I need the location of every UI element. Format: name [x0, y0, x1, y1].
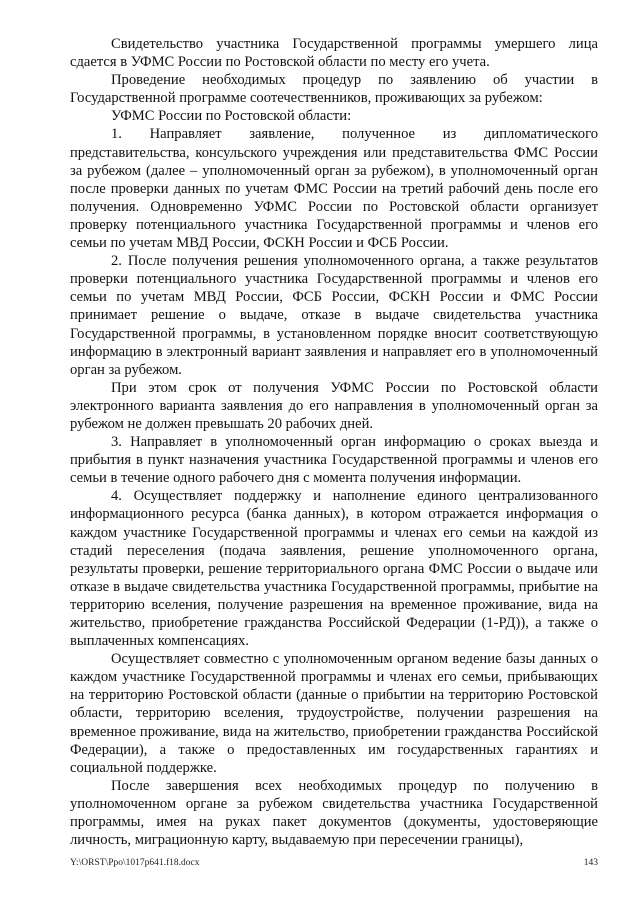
- paragraph-database: Осуществляет совместно с уполномоченным органом ведение базы данных о каждом участнике Государственной программы и членах его семьи, прибывающих на территорию Ростовской области (данные о прибытии на территорию Ростовской области, территорию вселения, трудоустройстве, получении разрешения на временное проживание, вида на жительство, приобретении гражданства Российской Федерации), а также о предоставленных им государственных гарантиях и социальной поддержке.: [70, 651, 598, 776]
- paragraph-item-2: 2. После получения решения уполномоченного органа, а также результатов проверки потенциального участника Государственной программы и членов его семьи по учетам МВД России, ФСБ России, ФСКН России и ФМС России принимает решение о выдаче, отказе в выдаче свидетельства участника Государственной программы, в установленном порядке вносит соответствующую информацию в электронный вариант заявления и направляет его в уполномоченный орган за рубежом.: [70, 253, 598, 378]
- paragraph-item-1: 1. Направляет заявление, полученное из дипломатического представительства, консульского учреждения или представительства ФМС России за рубежом (далее – уполномоченный орган за рубежом), в уполномоченный орган после проверки данных по учетам ФМС России на третий рабочий день после его получения. Одновременно УФМС России по Ростовской области организует проверку потенциального участника Государственной программы и членов его семьи по учетам МВД России, ФСКН России и ФСБ России.: [70, 126, 598, 252]
- paragraph-after-completion: После завершения всех необходимых процедур по получению в уполномоченном органе за рубежом свидетельства участника Государственной программы, имея на руках пакет документов (документы, удостоверяющие личность, миграционную карту, выдаваемую при пересечении границы),: [70, 777, 598, 849]
- paragraph-procedures-intro: Проведение необходимых процедур по заявлению об участии в Государственной программе соотечественников, проживающих за рубежом:: [70, 72, 598, 107]
- footer-file-path: Y:\ORST\Ppo\1017p641.f18.docx: [70, 858, 200, 868]
- paragraph-item-3: 3. Направляет в уполномоченный орган информацию о сроках выезда и прибытия в пункт назначения участника Государственной программы и членов его семьи в течение одного рабочего дня с момента получения информации.: [70, 434, 598, 487]
- document-body: [70, 35, 598, 849]
- paragraph-deadline: При этом срок от получения УФМС России по Ростовской области электронного варианта заявления до его направления в уполномоченный орган за рубежом не должен превышать 20 рабочих дней.: [70, 379, 598, 432]
- paragraph-certificate-deceased: Свидетельство участника Государственной программы умершего лица сдается в УФМС России по Ростовской области по месту его учета.: [70, 36, 598, 71]
- paragraph-item-4: 4. Осуществляет поддержку и наполнение единого централизованного информационного ресурса (банка данных), в котором отражается информация о каждом участнике Государственной программы и членах его семьи на каждой из стадий переселения (подача заявления, решение уполномоченного органа, результаты проверки, решение территориального органа ФМС России о выдаче или отказе в выдаче свидетельства участника Государственной программы, прибытие на территорию вселения, получение разрешения на временное проживание, вида на жительство, приобретение гражданства Российской Федерации (1-РД)), а также о выплаченных компенсациях.: [70, 488, 598, 650]
- paragraph-ufms-heading: УФМС России по Ростовской области:: [111, 108, 352, 125]
- page-number: 143: [583, 858, 598, 868]
